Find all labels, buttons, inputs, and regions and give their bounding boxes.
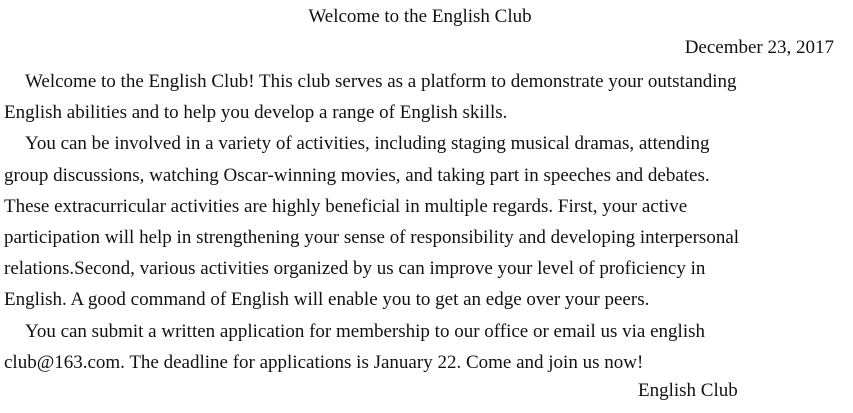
body-line: English abilities and to help you develop a range of English skills.	[4, 102, 508, 124]
document-body	[4, 66, 844, 378]
body-line: English. A good command of English will enable you to get an edge over your peers.	[4, 289, 650, 311]
document-date: December 23, 2017	[684, 37, 834, 58]
document-signature: English Club	[638, 380, 738, 401]
body-line: group discussions, watching Oscar-winning movies, and taking part in speeches and debates.	[4, 164, 710, 186]
body-line: club@163.com. The deadline for applications is January 22. Come and join us now!	[4, 351, 644, 373]
body-line: participation will help in strengthening your sense of responsibility and developing interpersonal	[4, 226, 740, 248]
body-line: Welcome to the English Club! This club serves as a platform to demonstrate your outstanding	[25, 71, 737, 92]
body-line: relations.Second, various activities organized by us can improve your level of proficiency in	[4, 258, 706, 280]
body-line: You can submit a written application for membership to our office or email us via english	[25, 320, 705, 342]
body-line: These extracurricular activities are highly beneficial in multiple regards. First, your active	[4, 195, 688, 217]
document-title: Welcome to the English Club	[308, 6, 532, 27]
body-line: You can be involved in a variety of activities, including staging musical dramas, attending	[25, 133, 710, 155]
